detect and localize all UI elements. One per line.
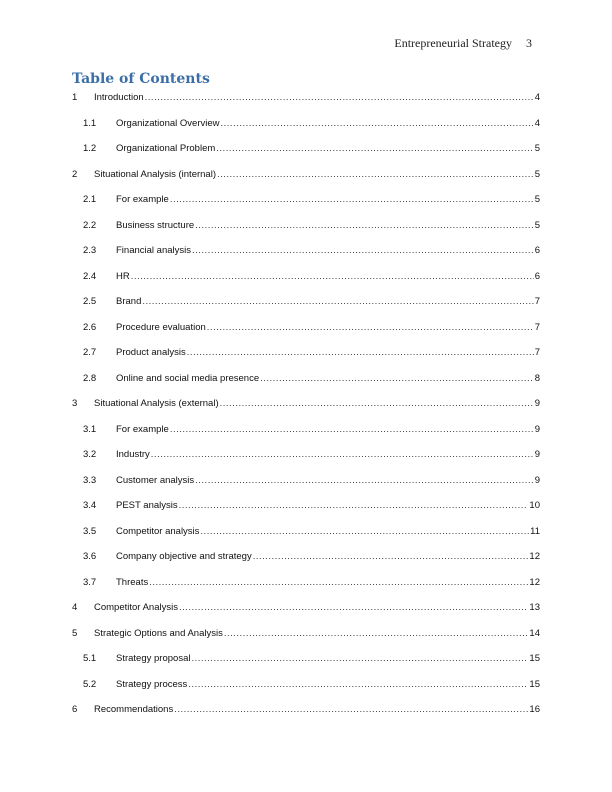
toc-entry-title: Product analysis	[116, 347, 186, 358]
toc-dot-leader	[174, 704, 528, 715]
toc-entry-title: Strategy proposal	[116, 653, 191, 664]
toc-entry[interactable]	[72, 602, 540, 614]
toc-entry[interactable]	[72, 373, 540, 385]
toc-entry-title: HR	[116, 270, 130, 282]
toc-entry-title: Strategy process	[116, 678, 188, 690]
toc-entry-title: Online and social media presence	[116, 372, 260, 384]
toc-entry-number: 4	[72, 602, 78, 613]
toc-entry-title: Business structure	[116, 219, 195, 231]
running-title: Entrepreneurial Strategy	[394, 36, 512, 50]
toc-entry-title: For example	[116, 194, 169, 205]
toc-entry[interactable]	[72, 577, 540, 589]
toc-entry-number: 3.3	[83, 474, 97, 486]
toc-entry[interactable]	[72, 143, 540, 155]
toc-entry-page: 6	[534, 245, 540, 256]
toc-entry-number: 2.5	[83, 296, 97, 307]
toc-entry-page: 15	[529, 678, 540, 690]
toc-entry-number: 5.2	[83, 678, 97, 690]
toc-entry-number: 5.1	[83, 653, 97, 664]
toc-entry-page: 12	[529, 551, 540, 562]
toc-entry[interactable]	[72, 296, 540, 308]
toc-dot-leader	[191, 653, 528, 664]
toc-entry-number: 2.2	[83, 219, 97, 231]
toc-entry[interactable]	[72, 653, 540, 665]
toc-entry[interactable]	[72, 449, 540, 461]
toc-entry[interactable]	[72, 92, 540, 104]
toc-entry[interactable]	[72, 398, 540, 410]
toc-entry-title: Customer analysis	[116, 474, 195, 486]
header-page-number: 3	[526, 36, 532, 50]
toc-entry-number: 3.2	[83, 449, 97, 460]
toc-dot-leader	[131, 271, 534, 282]
toc-entry-number: 1.2	[83, 143, 97, 154]
toc-dot-leader	[145, 92, 534, 103]
toc-entry-title: Threats	[116, 576, 149, 588]
toc-entry-title: Situational Analysis (internal)	[94, 168, 216, 180]
toc-dot-leader	[151, 449, 534, 460]
toc-entry-title: Recommendations	[94, 704, 174, 715]
toc-entry-page: 14	[529, 627, 540, 639]
toc-entry-number: 2	[72, 168, 78, 180]
toc-entry-title: Strategic Options and Analysis	[94, 627, 223, 639]
toc-entry-number: 3.7	[83, 576, 97, 588]
toc-entry-title: Competitor Analysis	[94, 602, 178, 613]
toc-entry[interactable]	[72, 347, 540, 359]
toc-entry-page: 13	[529, 602, 540, 613]
toc-dot-leader	[224, 628, 529, 639]
toc-entry[interactable]	[72, 704, 540, 716]
toc-dot-leader	[170, 424, 534, 435]
toc-entry[interactable]	[72, 500, 540, 512]
toc-entry-title: Industry	[116, 449, 150, 460]
toc-entry-number: 3	[72, 398, 78, 409]
toc-entry-page: 4	[534, 117, 540, 129]
toc-dot-leader	[192, 245, 534, 256]
toc-entry-number: 3.5	[83, 525, 97, 537]
toc-entry-page: 10	[529, 500, 540, 511]
toc-entry-number: 2.6	[83, 321, 97, 333]
toc-entry-number: 2.1	[83, 194, 97, 205]
toc-entry[interactable]	[72, 118, 540, 130]
toc-entry-page: 12	[529, 576, 540, 588]
toc-entry-page: 5	[534, 143, 540, 154]
toc-entry-number: 2.7	[83, 347, 97, 358]
toc-entry-page: 9	[534, 449, 540, 460]
toc-entry-number: 3.1	[83, 423, 97, 435]
toc-entry[interactable]	[72, 245, 540, 257]
toc-entry[interactable]	[72, 526, 540, 538]
toc-entry[interactable]	[72, 424, 540, 436]
toc-entry-title: Introduction	[94, 92, 144, 103]
toc-entry[interactable]	[72, 475, 540, 487]
toc-entry-page: 8	[534, 372, 540, 384]
toc-entry-page: 9	[534, 398, 540, 409]
toc-entry[interactable]	[72, 169, 540, 181]
toc-dot-leader	[216, 143, 533, 154]
toc-entry[interactable]	[72, 679, 540, 691]
toc-entry-page: 5	[534, 194, 540, 205]
toc-entry-page: 11	[530, 525, 540, 537]
toc-entry-title: Company objective and strategy	[116, 551, 252, 562]
toc-entry-number: 2.8	[83, 372, 97, 384]
toc-entry-title: Financial analysis	[116, 245, 191, 256]
toc-entry-page: 7	[534, 296, 540, 307]
toc-dot-leader	[149, 577, 528, 588]
toc-entry-page: 5	[534, 219, 540, 231]
toc-dot-leader	[220, 398, 534, 409]
toc-entry-page: 9	[534, 474, 540, 486]
toc-entry[interactable]	[72, 628, 540, 640]
toc-entry-number: 2.4	[83, 270, 97, 282]
toc-dot-leader	[188, 679, 528, 690]
toc-dot-leader	[170, 194, 534, 205]
toc-entry-page: 9	[534, 423, 540, 435]
toc-entry[interactable]	[72, 322, 540, 334]
toc-dot-leader	[142, 296, 533, 307]
toc-entry-title: For example	[116, 423, 169, 435]
toc-entry[interactable]	[72, 194, 540, 206]
toc-entry-title: Organizational Overview	[116, 117, 220, 129]
toc-entry-number: 1	[72, 92, 78, 103]
toc-heading: Table of Contents	[72, 71, 210, 87]
toc-dot-leader	[200, 526, 529, 537]
toc-dot-leader	[179, 500, 529, 511]
running-header	[394, 36, 532, 51]
toc-entry-title: PEST analysis	[116, 500, 178, 511]
toc-entry-title: Organizational Problem	[116, 143, 216, 154]
toc-dot-leader	[207, 322, 534, 333]
toc-entry-page: 4	[534, 92, 540, 103]
toc-entry-number: 3.6	[83, 551, 97, 562]
toc-entry-number: 1.1	[83, 117, 97, 129]
toc-entry-title: Situational Analysis (external)	[94, 398, 219, 409]
toc-entry-number: 3.4	[83, 500, 97, 511]
toc-entry-title: Procedure evaluation	[116, 321, 206, 333]
toc-dot-leader	[253, 551, 529, 562]
toc-dot-leader	[217, 169, 534, 180]
toc-entry-page: 15	[529, 653, 540, 664]
toc-dot-leader	[260, 373, 534, 384]
toc-entry-number: 2.3	[83, 245, 97, 256]
toc-entry-page: 7	[534, 347, 540, 358]
toc-dot-leader	[187, 347, 534, 358]
toc-entry[interactable]	[72, 271, 540, 283]
toc-entry-number: 5	[72, 627, 78, 639]
toc-entry[interactable]	[72, 551, 540, 563]
toc-entry[interactable]	[72, 220, 540, 232]
toc-entry-page: 7	[534, 321, 540, 333]
toc-entry-page: 5	[534, 168, 540, 180]
toc-dot-leader	[195, 220, 534, 231]
toc-dot-leader	[179, 602, 528, 613]
toc-entry-page: 6	[534, 270, 540, 282]
toc-entry-page: 16	[529, 704, 540, 715]
toc-entry-title: Competitor analysis	[116, 525, 200, 537]
toc-dot-leader	[195, 475, 534, 486]
toc-dot-leader	[221, 118, 534, 129]
toc-entry-title: Brand	[116, 296, 142, 307]
toc-entry-number: 6	[72, 704, 78, 715]
